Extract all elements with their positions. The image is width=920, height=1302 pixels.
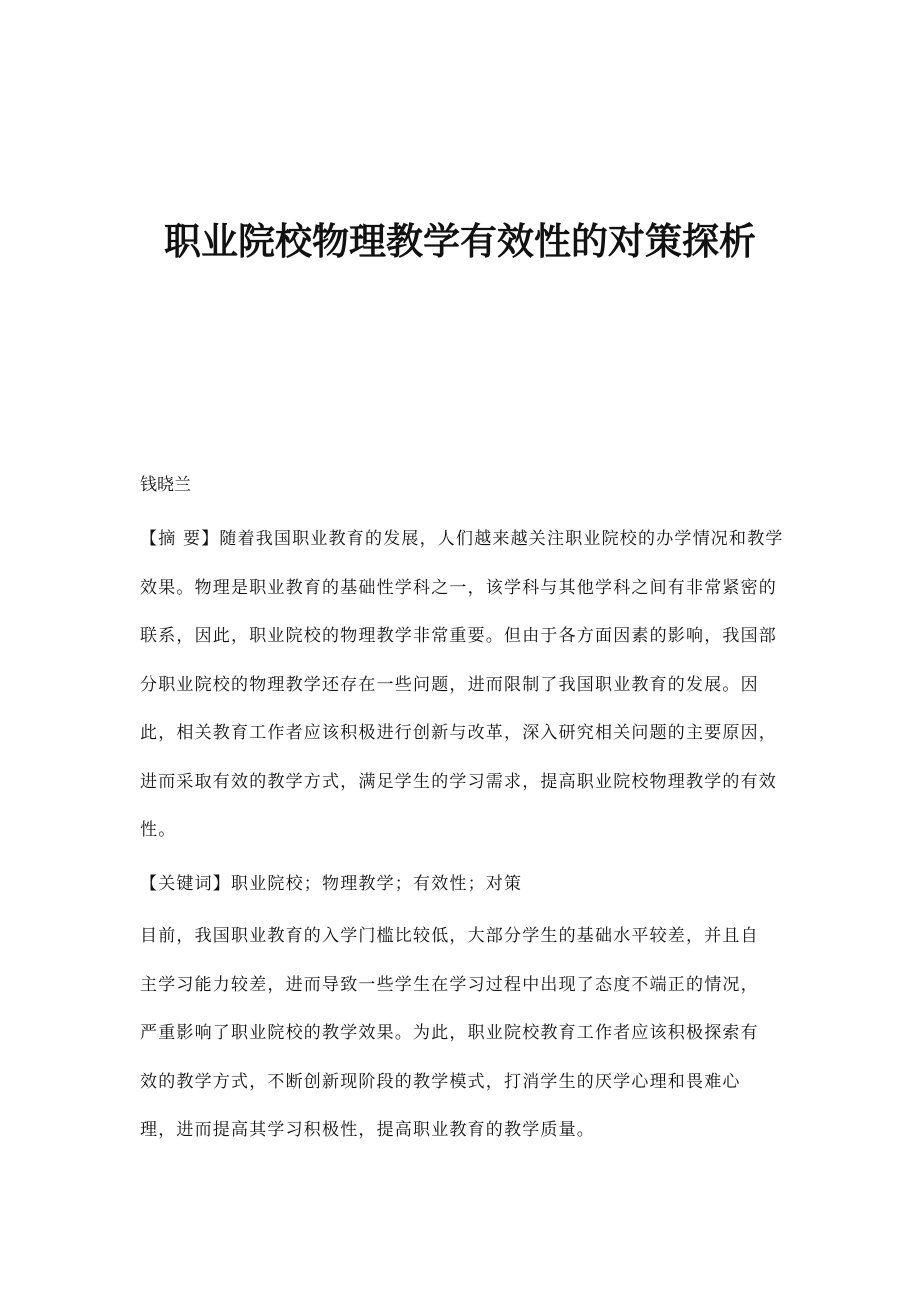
abstract-paragraph bbox=[140, 515, 785, 855]
abstract-text: 随着我国职业教育的发展，人们越来越关注职业院校的办学情况和教学效果。物理是职业教育的基础性学科之一，该学科与其他学科之间有非常紧密的联系，因此，职业院校的物理教学非常重要。但由于各方面因素的影响，我国部分职业院校的物理教学还存在一些问题，进而限制了我国职业教育的发展。因此，相关教育工作者应该积极进行创新与改革，深入研究相关问题的主要原因，进而采取有效的教学方式，满足学生的学习需求，提高职业院校物理教学的有效性。 bbox=[140, 529, 784, 840]
body-paragraph: 目前，我国职业教育的入学门槛比较低，大部分学生的基础水平较差，并且自主学习能力较差，进而导致一些学生在学习过程中出现了态度不端正的情况，严重影响了职业院校的教学效果。为此，职业院校教育工作者应该积极探索有效的教学方式，不断创新现阶段的教学模式，打消学生的厌学心理和畏难心理，进而提高其学习积极性，提高职业教育的教学质量。 bbox=[140, 926, 759, 1140]
author-name: 钱晓兰 bbox=[140, 475, 191, 495]
keywords-label: 【关键词】 bbox=[140, 874, 231, 894]
keywords-text: 职业院校；物理教学；有效性；对策 bbox=[231, 874, 523, 894]
keywords-paragraph bbox=[140, 860, 785, 909]
document-title: 职业院校物理教学有效性的对策探析 bbox=[164, 219, 756, 263]
abstract-label: 【摘 要】 bbox=[140, 529, 220, 549]
